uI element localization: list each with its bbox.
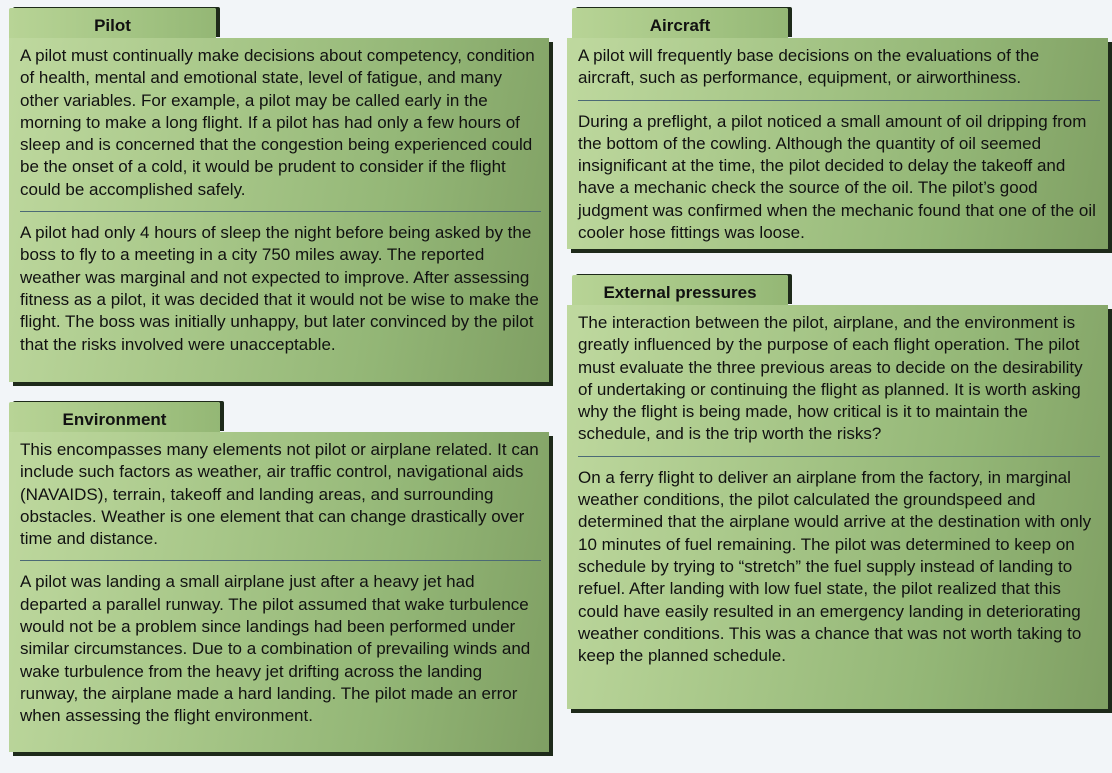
- external-pressures-example: On a ferry flight to deliver an airplane from the factory, in marginal weather conditions, the pilot calculated the groundspeed and determined that the airplane would arrive at the destination with only 10 minutes of fuel remaining. The pilot was determined to keep on schedule by trying to “stretch” the fuel supply instead of landing to refuel. After landing with low fuel state, the pilot realized that this could have easily resulted in an emergency landing in deteriorating weather conditions. This was a chance that was not worth taking to keep the planned schedule.: [578, 467, 1092, 666]
- environment-panel-title: Environment: [9, 402, 220, 432]
- pilot-example: A pilot had only 4 hours of sleep the night before being asked by the boss to fly to a meeting in a city 750 miles away. The reported weather was marginal and not expected to improve. After assessing fitness as a pilot, it was decided that it would not be wise to make the flight. The boss was initially unhappy, but later convinced by the pilot that the risks involved were unacceptable.: [20, 223, 539, 354]
- external-pressures-panel-body: [567, 305, 1108, 709]
- pilot-panel: [9, 8, 549, 382]
- aircraft-description: A pilot will frequently base decisions on the evaluations of the aircraft, such as performance, equipment, or airworthiness.: [578, 46, 1040, 88]
- external-pressures-panel: [567, 275, 1108, 709]
- environment-divider: [20, 560, 541, 561]
- pilot-description: A pilot must continually make decisions about competency, condition of health, mental and emotional state, level of fatigue, and many other variables. For example, a pilot may be called early in the morning to make a long flight. If a pilot has had only a few hours of sleep and is concerned that the congestion being experienced could be the onset of a cold, it would be prudent to consider if the flight could be accomplished safely.: [20, 46, 535, 199]
- environment-panel: [9, 402, 549, 752]
- environment-panel-body: [9, 432, 549, 752]
- pilot-divider: [20, 211, 541, 212]
- external-pressures-divider: [578, 456, 1100, 457]
- environment-example: A pilot was landing a small airplane just after a heavy jet had departed a parallel runway. The pilot assumed that wake turbulence would not be a problem since landings had been performed under similar circumstances. Due to a combination of prevailing winds and wake turbulence from the heavy jet drifting across the landing runway, the airplane made a hard landing. The pilot made an error when assessing the flight environment.: [20, 572, 531, 726]
- aircraft-panel-body: [567, 38, 1108, 249]
- aircraft-divider: [578, 100, 1100, 101]
- pilot-panel-title: Pilot: [9, 8, 216, 38]
- aircraft-example: During a preflight, a pilot noticed a small amount of oil dripping from the bottom of the cowling. Although the quantity of oil seemed insignificant at the time, the pilot decided to delay the takeoff and have a mechanic check the source of the oil. The pilot’s good judgment was confirmed when the mechanic found that one of the oil cooler hose fittings was loose.: [578, 111, 1096, 243]
- external-pressures-description: The interaction between the pilot, airplane, and the environment is greatly influenced by the purpose of each flight operation. The pilot must evaluate the three previous areas to decide on the desirability of undertaking or continuing the flight as planned. It is worth asking why the flight is being made, how critical is it to maintain the schedule, and is the trip worth the risks?: [578, 313, 1083, 444]
- aircraft-panel-title: Aircraft: [572, 8, 788, 38]
- environment-description: This encompasses many elements not pilot or airplane related. It can include such factors as weather, air traffic control, navigational aids (NAVAIDS), terrain, takeoff and landing areas, and surrounding obstacles. Weather is one element that can change drastically over time and distance.: [20, 440, 539, 549]
- pilot-panel-body: [9, 38, 549, 382]
- external-pressures-panel-title: External pressures: [572, 275, 788, 305]
- aircraft-panel: [567, 8, 1108, 249]
